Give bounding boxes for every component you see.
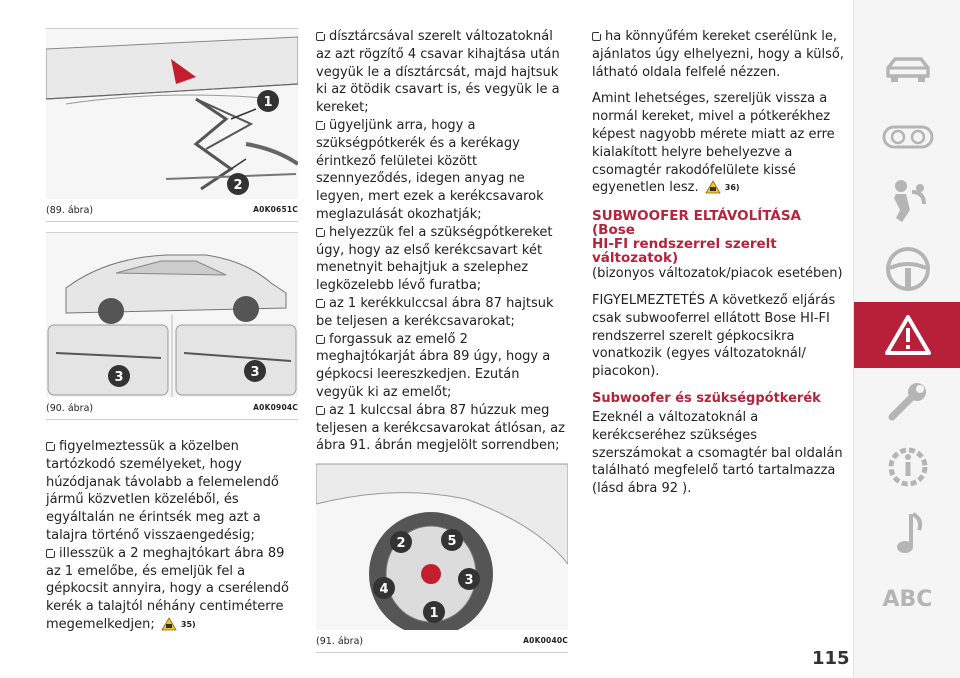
bullet-icon xyxy=(46,442,55,451)
column-middle xyxy=(316,28,568,653)
step-final-tighten: az 1 kulccsal ábra 87 húzzuk meg teljesen a kerékcsavarokat átlósan, az ábra 91. ábrán megjelölt sorrendben; xyxy=(316,402,565,454)
caption-text: (89. ábra) xyxy=(46,205,94,216)
figure-code: A0K0904C xyxy=(253,403,298,412)
bullet-icon xyxy=(316,228,325,237)
callout-2: 2 xyxy=(396,536,406,552)
callout-4: 4 xyxy=(379,582,389,598)
step-lower-car: forgassuk az emelő 2 meghajtókarját ábra 89 úgy, hogy a gépkocsi leereszkedjen. Ezután vegyük ki az emelőt; xyxy=(316,331,551,400)
caption-text: (90. ábra) xyxy=(46,403,94,414)
tools-paragraph: Ezeknél a változatoknál a kerékcseréhez szükséges szerszámokat a csomagtér bal oldalán található megfelelő tartó tartalmazza (lásd ábra 92 ). xyxy=(592,409,843,497)
bullet-icon xyxy=(316,121,325,130)
footnote-ref: 36) xyxy=(724,183,740,193)
wrench-icon[interactable] xyxy=(854,368,960,434)
step-clean-surfaces: ügyeljünk arra, hogy a szükségpótkerék és a kerékagy érintkező felületei között szennyeződés, idegen anyag ne legyen, mert ezek a kerékcsavarok meglazulását okozhatják; xyxy=(316,117,544,222)
callout-3-right: 3 xyxy=(250,365,260,380)
caption-text: (91. ábra) xyxy=(316,636,364,648)
figure-91 xyxy=(316,463,568,653)
bullet-icon xyxy=(316,32,325,41)
step-remove-hubcap: dísztárcsával szerelt változatoknál az azt rögzítő 4 csavar kihajtása után vegyük le a dísztárcsát, majd hajtsuk ki az ötödik csavart is, és vegyük le a kereket; xyxy=(316,29,560,116)
section-subtitle: (bizonyos változatok/piacok esetében) xyxy=(592,266,843,282)
footnote-ref: 35) xyxy=(180,619,196,629)
figure-code: A0K0651C xyxy=(253,205,298,214)
paragraph-refit-normal-wheel: Amint lehetséges, szereljük vissza a normál kereket, mivel a pótkerékhez képest nagyobb mérete miatt az erre kialakított helyre behelyezve a csomagtér rakodófelülete kissé egyenetlen lesz. 36) xyxy=(592,91,835,196)
warning-paragraph: FIGYELMEZTETÉS A következő eljárás csak subwooferrel ellátott Bose HI-FI rendszerrel szerelt gépkocsikra vonatkozik (egyes változatoknál/ piacokon). xyxy=(592,292,836,380)
car-icon[interactable] xyxy=(854,36,960,102)
callout-2: 2 xyxy=(233,178,243,193)
steering-wheel-icon[interactable] xyxy=(854,236,960,302)
bullet-icon xyxy=(316,406,325,415)
callout-1: 1 xyxy=(263,95,273,110)
figure-90-caption xyxy=(46,397,298,419)
warning-icon xyxy=(161,617,177,631)
column-right xyxy=(592,28,844,498)
callout-5: 5 xyxy=(447,534,457,550)
figure-90 xyxy=(46,232,298,420)
step-alloy-wheel: ha könnyűfém kereket cserélünk le, ajánlatos úgy elhelyezni, hogy a külső, látható oldala felfelé nézzen. xyxy=(592,29,844,80)
section-heading: SUBWOOFER ELTÁVOLÍTÁSA (Bose HI-FI rendszerrel szerelt változatok) xyxy=(592,208,801,267)
bullet-icon xyxy=(592,32,601,41)
dashboard-icon[interactable] xyxy=(854,104,960,170)
seat-safety-icon[interactable] xyxy=(854,168,960,234)
abc-label: ABC xyxy=(882,586,933,612)
figure-code: A0K0040C xyxy=(523,636,568,646)
callout-3-left: 3 xyxy=(114,370,124,385)
abc-index-icon[interactable] xyxy=(854,566,960,632)
page-number: 115 xyxy=(812,648,850,669)
step-raise-car: illesszük a 2 meghajtókart ábra 89 az 1 emelőbe, és emeljük fel a gépkocsit annyira, hogy a cserélendő kerék a talajtól néhány centiméterre megemelkedjen; 35) xyxy=(46,545,290,632)
music-note-icon[interactable] xyxy=(854,500,960,566)
service-info-icon[interactable] xyxy=(854,434,960,500)
step-tighten-bolts: az 1 kerékkulccsal ábra 87 hajtsuk be teljesen a kerékcsavarokat; xyxy=(316,295,554,329)
step-fit-spare: helyezzük fel a szükségpótkereket úgy, hogy az első kerékcsavart két menetnyit behajtjuk a szelephez legközelebb lévő furatba; xyxy=(316,224,553,294)
callout-3: 3 xyxy=(464,573,474,589)
car-side-illustration xyxy=(46,233,298,397)
bullet-icon xyxy=(46,549,55,558)
figure-89 xyxy=(46,28,298,222)
step-warn-bystanders: figyelmeztessük a közelben tartózkodó személyeket, hogy húzódjanak távolabb a felemelendő jármű közvetlen közeléből, és egyáltalán ne érintsék meg azt a talajra történő visszaengedésig; xyxy=(46,439,279,543)
figure-91-caption xyxy=(316,630,568,652)
bullet-icon xyxy=(316,299,325,308)
bullet-icon xyxy=(316,335,325,344)
callout-1: 1 xyxy=(429,606,439,622)
warning-icon xyxy=(705,180,721,194)
wheel-bolt-order-illustration xyxy=(316,464,568,630)
column-left xyxy=(46,28,298,634)
jack-illustration xyxy=(46,29,298,199)
chapter-sidebar xyxy=(853,0,960,678)
warning-triangle-icon[interactable] xyxy=(854,302,960,368)
subsection-heading: Subwoofer és szükségpótkerék xyxy=(592,390,821,406)
figure-89-caption xyxy=(46,199,298,221)
